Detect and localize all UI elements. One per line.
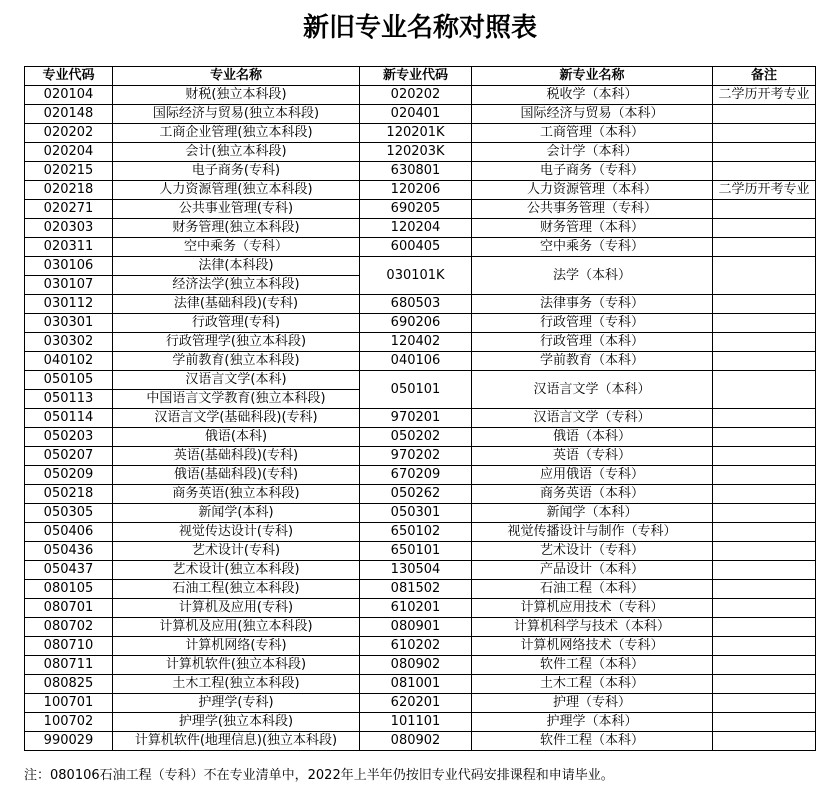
cell-old-code: 050406 bbox=[25, 523, 113, 542]
cell-old-code: 080701 bbox=[25, 599, 113, 618]
cell-new-code: 610202 bbox=[360, 637, 472, 656]
cell-new-name: 汉语言文学（专科） bbox=[472, 409, 713, 428]
cell-old-name: 艺术设计(专科) bbox=[113, 542, 360, 561]
cell-remark bbox=[713, 466, 816, 485]
cell-new-code: 970202 bbox=[360, 447, 472, 466]
cell-remark bbox=[713, 675, 816, 694]
cell-new-code: 040106 bbox=[360, 352, 472, 371]
table-row bbox=[25, 618, 816, 637]
cell-new-name: 汉语言文学（本科） bbox=[472, 371, 713, 409]
cell-new-code: 050202 bbox=[360, 428, 472, 447]
cell-new-name: 软件工程（本科） bbox=[472, 732, 713, 751]
cell-old-name: 学前教育(独立本科段) bbox=[113, 352, 360, 371]
table-row bbox=[25, 409, 816, 428]
cell-new-code: 030101K bbox=[360, 257, 472, 295]
cell-old-name: 法律(基础科段)(专科) bbox=[113, 295, 360, 314]
cell-old-name: 俄语(基础科段)(专科) bbox=[113, 466, 360, 485]
cell-old-code: 050113 bbox=[25, 390, 113, 409]
table-row bbox=[25, 580, 816, 599]
cell-new-name: 石油工程（本科） bbox=[472, 580, 713, 599]
table-row bbox=[25, 314, 816, 333]
cell-new-code: 670209 bbox=[360, 466, 472, 485]
cell-new-code: 690206 bbox=[360, 314, 472, 333]
cell-remark bbox=[713, 238, 816, 257]
cell-remark bbox=[713, 637, 816, 656]
cell-old-name: 新闻学(本科) bbox=[113, 504, 360, 523]
cell-old-code: 030106 bbox=[25, 257, 113, 276]
cell-new-code: 650101 bbox=[360, 542, 472, 561]
cell-old-name: 英语(基础科段)(专科) bbox=[113, 447, 360, 466]
cell-new-name: 护理学（本科） bbox=[472, 713, 713, 732]
cell-old-code: 020202 bbox=[25, 124, 113, 143]
cell-old-name: 会计(独立本科段) bbox=[113, 143, 360, 162]
cell-new-name: 税收学（本科） bbox=[472, 86, 713, 105]
cell-new-code: 650102 bbox=[360, 523, 472, 542]
table-row bbox=[25, 143, 816, 162]
cell-new-code: 080901 bbox=[360, 618, 472, 637]
cell-remark bbox=[713, 371, 816, 409]
cell-new-name: 空中乘务（专科） bbox=[472, 238, 713, 257]
cell-new-code: 120201K bbox=[360, 124, 472, 143]
cell-old-code: 080710 bbox=[25, 637, 113, 656]
cell-old-name: 汉语言文学(基础科段)(专科) bbox=[113, 409, 360, 428]
cell-new-code: 020202 bbox=[360, 86, 472, 105]
cell-new-name: 公共事务管理（专科） bbox=[472, 200, 713, 219]
cell-old-code: 020311 bbox=[25, 238, 113, 257]
cell-new-name: 会计学（本科） bbox=[472, 143, 713, 162]
cell-remark bbox=[713, 599, 816, 618]
cell-old-code: 020303 bbox=[25, 219, 113, 238]
table-row bbox=[25, 428, 816, 447]
cell-new-code: 081001 bbox=[360, 675, 472, 694]
table-row bbox=[25, 219, 816, 238]
table-row bbox=[25, 105, 816, 124]
table-row bbox=[25, 162, 816, 181]
cell-old-name: 财务管理(独立本科段) bbox=[113, 219, 360, 238]
cell-new-code: 050301 bbox=[360, 504, 472, 523]
cell-remark bbox=[713, 523, 816, 542]
cell-new-code: 080902 bbox=[360, 656, 472, 675]
cell-remark bbox=[713, 561, 816, 580]
cell-old-name: 计算机及应用(专科) bbox=[113, 599, 360, 618]
cell-old-name: 公共事业管理(专科) bbox=[113, 200, 360, 219]
cell-old-name: 计算机软件(独立本科段) bbox=[113, 656, 360, 675]
cell-new-code: 080902 bbox=[360, 732, 472, 751]
cell-old-name: 石油工程(独立本科段) bbox=[113, 580, 360, 599]
page-title: 新旧专业名称对照表 bbox=[302, 13, 537, 43]
table-row bbox=[25, 523, 816, 542]
cell-remark: 二学历开考专业 bbox=[713, 181, 816, 200]
cell-old-name: 汉语言文学(本科) bbox=[113, 371, 360, 390]
cell-remark bbox=[713, 105, 816, 124]
cell-old-code: 080702 bbox=[25, 618, 113, 637]
cell-old-code: 030301 bbox=[25, 314, 113, 333]
table-row bbox=[25, 352, 816, 371]
table-row bbox=[25, 447, 816, 466]
cell-old-name: 经济法学(独立本科段) bbox=[113, 276, 360, 295]
cell-old-name: 行政管理学(独立本科段) bbox=[113, 333, 360, 352]
cell-new-name: 产品设计（本科） bbox=[472, 561, 713, 580]
cell-old-code: 050437 bbox=[25, 561, 113, 580]
cell-new-code: 600405 bbox=[360, 238, 472, 257]
table-header-row bbox=[25, 67, 816, 86]
table-row bbox=[25, 694, 816, 713]
footnote: 注：080106石油工程（专科）不在专业清单中，2022年上半年仍按旧专业代码安排课程和申请毕业。 bbox=[24, 768, 614, 783]
cell-new-code: 120203K bbox=[360, 143, 472, 162]
cell-old-name: 空中乘务（专科） bbox=[113, 238, 360, 257]
cell-new-name: 工商管理（本科） bbox=[472, 124, 713, 143]
cell-new-name: 法律事务（专科） bbox=[472, 295, 713, 314]
cell-old-name: 电子商务(专科) bbox=[113, 162, 360, 181]
cell-remark bbox=[713, 143, 816, 162]
header-new-code: 新专业代码 bbox=[360, 67, 472, 86]
cell-new-code: 020401 bbox=[360, 105, 472, 124]
cell-remark bbox=[713, 219, 816, 238]
cell-old-name: 人力资源管理(独立本科段) bbox=[113, 181, 360, 200]
cell-old-name: 计算机网络(专科) bbox=[113, 637, 360, 656]
cell-old-name: 艺术设计(独立本科段) bbox=[113, 561, 360, 580]
cell-new-code: 610201 bbox=[360, 599, 472, 618]
cell-new-name: 行政管理（专科） bbox=[472, 314, 713, 333]
cell-new-name: 俄语（本科） bbox=[472, 428, 713, 447]
cell-new-code: 120204 bbox=[360, 219, 472, 238]
table-row bbox=[25, 675, 816, 694]
cell-remark bbox=[713, 409, 816, 428]
cell-new-name: 国际经济与贸易（本科） bbox=[472, 105, 713, 124]
table-body bbox=[25, 86, 816, 751]
cell-remark bbox=[713, 352, 816, 371]
cell-new-name: 法学（本科） bbox=[472, 257, 713, 295]
cell-old-name: 财税(独立本科段) bbox=[113, 86, 360, 105]
cell-old-code: 050105 bbox=[25, 371, 113, 390]
table-row bbox=[25, 257, 816, 276]
table-row bbox=[25, 732, 816, 751]
cell-new-name: 计算机科学与技术（本科） bbox=[472, 618, 713, 637]
table-row bbox=[25, 542, 816, 561]
cell-old-name: 行政管理(专科) bbox=[113, 314, 360, 333]
table-row bbox=[25, 124, 816, 143]
cell-old-code: 050207 bbox=[25, 447, 113, 466]
cell-new-name: 护理（专科） bbox=[472, 694, 713, 713]
table-row bbox=[25, 333, 816, 352]
header-new-name: 新专业名称 bbox=[472, 67, 713, 86]
cell-old-code: 020271 bbox=[25, 200, 113, 219]
cell-old-code: 990029 bbox=[25, 732, 113, 751]
cell-new-code: 620201 bbox=[360, 694, 472, 713]
cell-old-code: 020204 bbox=[25, 143, 113, 162]
cell-old-name: 法律(本科段) bbox=[113, 257, 360, 276]
cell-new-name: 软件工程（本科） bbox=[472, 656, 713, 675]
cell-new-code: 630801 bbox=[360, 162, 472, 181]
table-row bbox=[25, 466, 816, 485]
cell-remark bbox=[713, 295, 816, 314]
table-row bbox=[25, 200, 816, 219]
cell-old-code: 030107 bbox=[25, 276, 113, 295]
cell-remark bbox=[713, 732, 816, 751]
cell-new-code: 690205 bbox=[360, 200, 472, 219]
table-row bbox=[25, 637, 816, 656]
cell-old-code: 050305 bbox=[25, 504, 113, 523]
cell-old-code: 050114 bbox=[25, 409, 113, 428]
cell-old-code: 040102 bbox=[25, 352, 113, 371]
table-row bbox=[25, 561, 816, 580]
table-row bbox=[25, 86, 816, 105]
cell-remark: 二学历开考专业 bbox=[713, 86, 816, 105]
cell-remark bbox=[713, 504, 816, 523]
cell-new-code: 130504 bbox=[360, 561, 472, 580]
cell-old-code: 020215 bbox=[25, 162, 113, 181]
cell-old-code: 080105 bbox=[25, 580, 113, 599]
cell-old-code: 030112 bbox=[25, 295, 113, 314]
cell-old-name: 俄语(本科) bbox=[113, 428, 360, 447]
cell-remark bbox=[713, 124, 816, 143]
cell-old-name: 土木工程(独立本科段) bbox=[113, 675, 360, 694]
cell-old-name: 计算机软件(地理信息)(独立本科段) bbox=[113, 732, 360, 751]
cell-remark bbox=[713, 200, 816, 219]
cell-old-code: 100702 bbox=[25, 713, 113, 732]
cell-old-code: 020104 bbox=[25, 86, 113, 105]
cell-new-code: 101101 bbox=[360, 713, 472, 732]
table-row bbox=[25, 656, 816, 675]
cell-old-code: 080711 bbox=[25, 656, 113, 675]
cell-old-code: 020148 bbox=[25, 105, 113, 124]
cell-new-name: 计算机网络技术（专科） bbox=[472, 637, 713, 656]
cell-new-name: 新闻学（本科） bbox=[472, 504, 713, 523]
cell-old-name: 国际经济与贸易(独立本科段) bbox=[113, 105, 360, 124]
table-row bbox=[25, 371, 816, 390]
cell-old-code: 050436 bbox=[25, 542, 113, 561]
cell-remark bbox=[713, 333, 816, 352]
cell-new-name: 应用俄语（专科） bbox=[472, 466, 713, 485]
cell-old-code: 050209 bbox=[25, 466, 113, 485]
cell-new-name: 土木工程（本科） bbox=[472, 675, 713, 694]
cell-new-code: 081502 bbox=[360, 580, 472, 599]
cell-old-name: 商务英语(独立本科段) bbox=[113, 485, 360, 504]
cell-old-code: 050203 bbox=[25, 428, 113, 447]
cell-old-name: 视觉传达设计(专科) bbox=[113, 523, 360, 542]
cell-old-code: 020218 bbox=[25, 181, 113, 200]
comparison-table bbox=[24, 66, 816, 751]
cell-old-code: 100701 bbox=[25, 694, 113, 713]
cell-old-name: 工商企业管理(独立本科段) bbox=[113, 124, 360, 143]
table-row bbox=[25, 181, 816, 200]
cell-remark bbox=[713, 428, 816, 447]
table-row bbox=[25, 599, 816, 618]
cell-remark bbox=[713, 542, 816, 561]
table-row bbox=[25, 238, 816, 257]
cell-remark bbox=[713, 713, 816, 732]
cell-new-code: 680503 bbox=[360, 295, 472, 314]
header-old-name: 专业名称 bbox=[113, 67, 360, 86]
cell-old-name: 中国语言文学教育(独立本科段) bbox=[113, 390, 360, 409]
cell-new-name: 人力资源管理（本科） bbox=[472, 181, 713, 200]
cell-new-code: 120402 bbox=[360, 333, 472, 352]
cell-new-name: 学前教育（本科） bbox=[472, 352, 713, 371]
cell-old-name: 护理学(独立本科段) bbox=[113, 713, 360, 732]
cell-new-name: 行政管理（本科） bbox=[472, 333, 713, 352]
cell-remark bbox=[713, 257, 816, 295]
cell-remark bbox=[713, 485, 816, 504]
cell-remark bbox=[713, 314, 816, 333]
cell-old-code: 080825 bbox=[25, 675, 113, 694]
cell-old-code: 050218 bbox=[25, 485, 113, 504]
cell-new-name: 艺术设计（专科） bbox=[472, 542, 713, 561]
table-row bbox=[25, 295, 816, 314]
cell-remark bbox=[713, 447, 816, 466]
cell-remark bbox=[713, 162, 816, 181]
cell-new-name: 电子商务（专科） bbox=[472, 162, 713, 181]
cell-remark bbox=[713, 618, 816, 637]
table-row bbox=[25, 485, 816, 504]
header-old-code: 专业代码 bbox=[25, 67, 113, 86]
cell-new-code: 050262 bbox=[360, 485, 472, 504]
table-row bbox=[25, 504, 816, 523]
cell-new-name: 财务管理（本科） bbox=[472, 219, 713, 238]
header-remark: 备注 bbox=[713, 67, 816, 86]
cell-remark bbox=[713, 694, 816, 713]
cell-new-name: 计算机应用技术（专科） bbox=[472, 599, 713, 618]
cell-old-code: 030302 bbox=[25, 333, 113, 352]
cell-old-name: 护理学(专科) bbox=[113, 694, 360, 713]
cell-remark bbox=[713, 656, 816, 675]
cell-new-code: 970201 bbox=[360, 409, 472, 428]
cell-old-name: 计算机及应用(独立本科段) bbox=[113, 618, 360, 637]
cell-remark bbox=[713, 580, 816, 599]
cell-new-name: 英语（专科） bbox=[472, 447, 713, 466]
table-row bbox=[25, 713, 816, 732]
cell-new-code: 050101 bbox=[360, 371, 472, 409]
cell-new-name: 视觉传播设计与制作（专科） bbox=[472, 523, 713, 542]
cell-new-name: 商务英语（本科） bbox=[472, 485, 713, 504]
cell-new-code: 120206 bbox=[360, 181, 472, 200]
